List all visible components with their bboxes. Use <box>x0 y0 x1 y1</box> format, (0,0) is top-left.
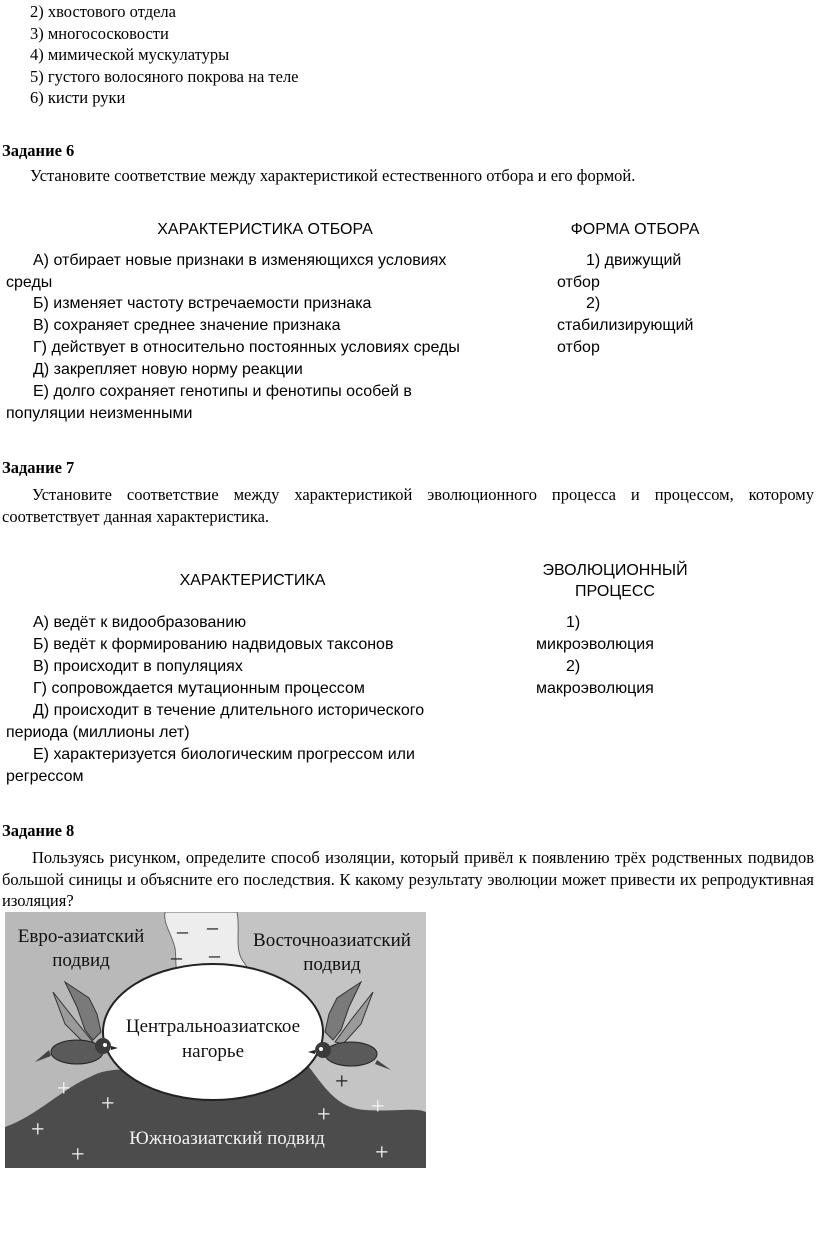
label-east-line2: подвид <box>303 954 361 975</box>
isolation-map-figure <box>5 912 426 1168</box>
plus-sign: + <box>31 1117 45 1143</box>
task7-title: Задание 7 <box>2 458 75 477</box>
plus-sign: + <box>71 1142 85 1168</box>
list-item: 3) многососковости <box>30 24 169 43</box>
minus-sign: – <box>207 914 218 939</box>
task7-left-line: Д) происходит в течение длительного исторического <box>33 702 425 719</box>
task6-right-line: 1) движущий <box>586 252 682 269</box>
task7-left-line: Е) характеризуется биологическим прогрессом или <box>33 746 415 763</box>
task6-left-line: А) отбирает новые признаки в изменяющихся условиях <box>33 252 447 269</box>
label-south: Южноазиатский подвид <box>129 1128 325 1149</box>
task7-col-left-header: ХАРАКТЕРИСТИКА <box>179 572 326 589</box>
task6-title: Задание 6 <box>2 141 75 160</box>
plus-sign: + <box>375 1140 389 1166</box>
task6-left-line: популяции неизменными <box>6 405 193 422</box>
minus-sign: – <box>177 918 188 943</box>
label-east-line1: Восточноазиатский <box>253 930 411 951</box>
label-west-line1: Евро-азиатский <box>17 926 145 947</box>
task7-left-line: Г) сопровождается мутационным процессом <box>33 680 365 697</box>
task8-title: Задание 8 <box>2 821 75 840</box>
task7-col-right-header-line1: ЭВОЛЮЦИОННЫЙ <box>542 562 688 579</box>
task6-left-line: Б) изменяет частоту встречаемости признака <box>33 295 372 312</box>
task6-right-line: 2) <box>586 295 601 312</box>
plus-sign: + <box>57 1076 71 1102</box>
task7-left-line: периода (миллионы лет) <box>6 724 190 741</box>
task7-instruction: Установите соответствие между характеристикой эволюционного процесса и процессом, которому соответствует данная характеристика. <box>2 485 814 526</box>
minus-sign: – <box>171 944 182 969</box>
task6-col-left-header: ХАРАКТЕРИСТИКА ОТБОРА <box>157 221 373 238</box>
task7-left-line: А) ведёт к видообразованию <box>33 614 247 631</box>
plus-sign: + <box>371 1094 385 1120</box>
label-west-line2: подвид <box>52 950 110 971</box>
task7-right-line: микроэволюция <box>536 636 654 653</box>
label-center-line1: Центральноазиатское <box>125 1016 301 1037</box>
task7-left-line: В) происходит в популяциях <box>33 658 243 675</box>
task6-col-right-header: ФОРМА ОТБОРА <box>570 221 700 238</box>
task6-left-line: В) сохраняет среднее значение признака <box>33 317 341 334</box>
task6-right-line: отбор <box>557 274 600 291</box>
task8-instruction: Пользуясь рисунком, определите способ изоляции, который привёл к появлению трёх родственных подвидов большой синицы и объясните его последствия. К какому результату эволюции может привести их репродуктивная изоляция? <box>2 848 814 910</box>
list-item: 6) кисти руки <box>30 88 126 107</box>
task7-left-line: регрессом <box>6 768 84 785</box>
plus-sign: + <box>101 1091 115 1117</box>
label-center-line2: нагорье <box>181 1041 245 1062</box>
task7-right-line: 2) <box>566 658 581 675</box>
minus-sign: – <box>209 942 220 967</box>
task6-left-line: Е) долго сохраняет генотипы и фенотипы особей в <box>33 383 412 400</box>
task6-instruction: Установите соответствие между характеристикой естественного отбора и его формой. <box>30 166 636 185</box>
plus-sign: + <box>317 1102 331 1128</box>
task7-right-line: 1) <box>566 614 581 631</box>
task7-left-line: Б) ведёт к формированию надвидовых таксонов <box>33 636 394 653</box>
list-item: 4) мимической мускулатуры <box>30 45 230 64</box>
task6-right-line: стабилизирующий <box>557 317 694 334</box>
list-item: 2) хвостового отдела <box>30 2 176 21</box>
task7-col-right-header-line2: ПРОЦЕСС <box>575 583 655 600</box>
task6-left-line: среды <box>6 274 53 291</box>
task6-left-line: Г) действует в относительно постоянных условиях среды <box>33 339 460 356</box>
list-item: 5) густого волосяного покрова на теле <box>30 67 299 86</box>
task6-right-line: отбор <box>557 339 600 356</box>
plus-sign: + <box>335 1069 349 1095</box>
task6-left-line: Д) закрепляет новую норму реакции <box>33 361 303 378</box>
task7-right-line: макроэволюция <box>536 680 654 697</box>
